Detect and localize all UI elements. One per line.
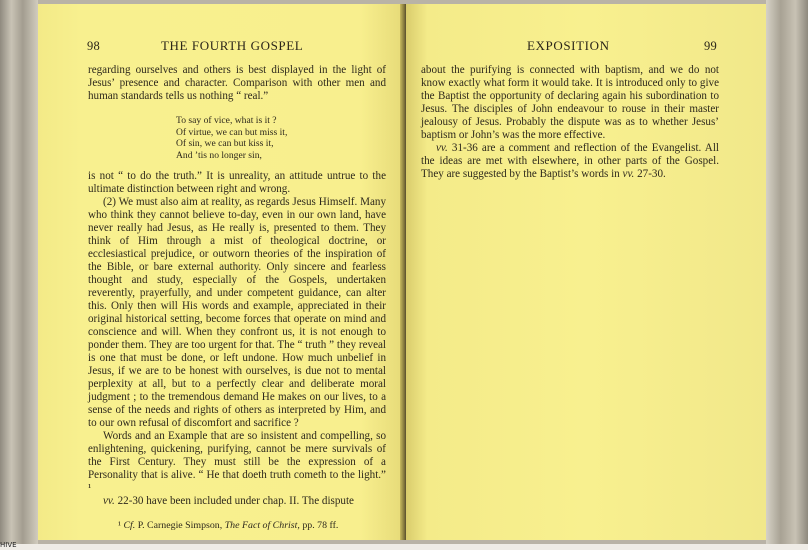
poem-quote [176,115,386,161]
paragraph: Words and an Example that are so insistent and compelling, so enlightening, quickening, purifying, cannot be mere survivals of the First Century. They must still be the expression of a Personality that is alive. “ He that doeth truth cometh to the light.” ¹ [88,430,386,495]
right-page-number: 99 [704,39,718,53]
left-body-text [88,64,386,508]
paragraph: vv. 22-30 have been included under chap. II. The dispute [103,495,354,508]
left-running-head: THE FOURTH GOSPEL [161,38,304,53]
paragraph: about the purifying is connected with baptism, and we do not know exactly what form it would take. It is introduced only to give the Baptist the opportunity of declaring again his subordination to Jesus. The disciples of John endeavour to rouse in their master jealousy of Jesus. Probably the dispute was as to whether Jesus’ baptism or John’s was the more effective. [421,64,719,141]
poem-line: Of sin, we can but kiss it, [176,138,274,150]
paragraph: regarding ourselves and others is best displayed in the light of Jesus’ presence and character. Comparison with other men and human standards tells us nothing “ real.” [88,64,386,102]
page-stack-left [0,0,38,544]
right-body-text [421,64,719,181]
left-page-number: 98 [87,39,101,53]
page-stack-right [766,0,808,544]
poem-line: And ’tis no longer sin, [176,149,262,161]
paragraph: is not “ to do the truth.” It is unreality, an attitude untrue to the ultimate distinction between right and wrong. [88,170,386,196]
status-bar [0,541,808,550]
left-page [38,4,404,540]
poem-line: Of virtue, we can but miss it, [176,126,288,138]
poem-line: To say of vice, what is it ? [176,115,277,126]
right-page [406,4,766,540]
paragraph: (2) We must also aim at reality, as regards Jesus Himself. Many who think they cannot believe to-day, even in our own land, have never really had Jesus, as He really is, presented to them. They think of Him through a mist of theological doctrine, or ecclesiastical prejudice, or outworn theories of the inspiration of the Bible, or bare external authority. Only sincere and fearless thought and study, especially of the Gospels, undertaken reverently, prayerfully, and under competent guidance, can alter this. Only then will His words and example, appreciated in their original historical setting, become forces that operate on mind and conscience and will. When they confront us, it is not enough to ponder them. They are too urgent for that. The “ truth ” they reveal is one that must be done, or left undone. How much unbelief in Jesus, if we are to be honest with ourselves, is due not to mental perplexity at all, but to a perfectly clear and deliberate moral judgment ; to the tremendous demand He makes on our lives, to a sense of the needs and rights of others as interpreted by Him, and to our own refusal of discomfort and sacrifice ? [88,196,386,430]
right-running-head: EXPOSITION [527,38,610,53]
paragraph: vv. 31-36 are a comment and reflection of the Evangelist. All the ideas are met with elsewhere, in other parts of the Gospel. They are suggested by the Baptist’s words in vv. 27-30. [421,142,719,180]
footnote: ¹ Cf. P. Carnegie Simpson, The Fact of Christ, pp. 78 ff. [118,520,339,531]
verse-ref: vv. [103,495,115,508]
status-label: HIVE [0,541,17,549]
